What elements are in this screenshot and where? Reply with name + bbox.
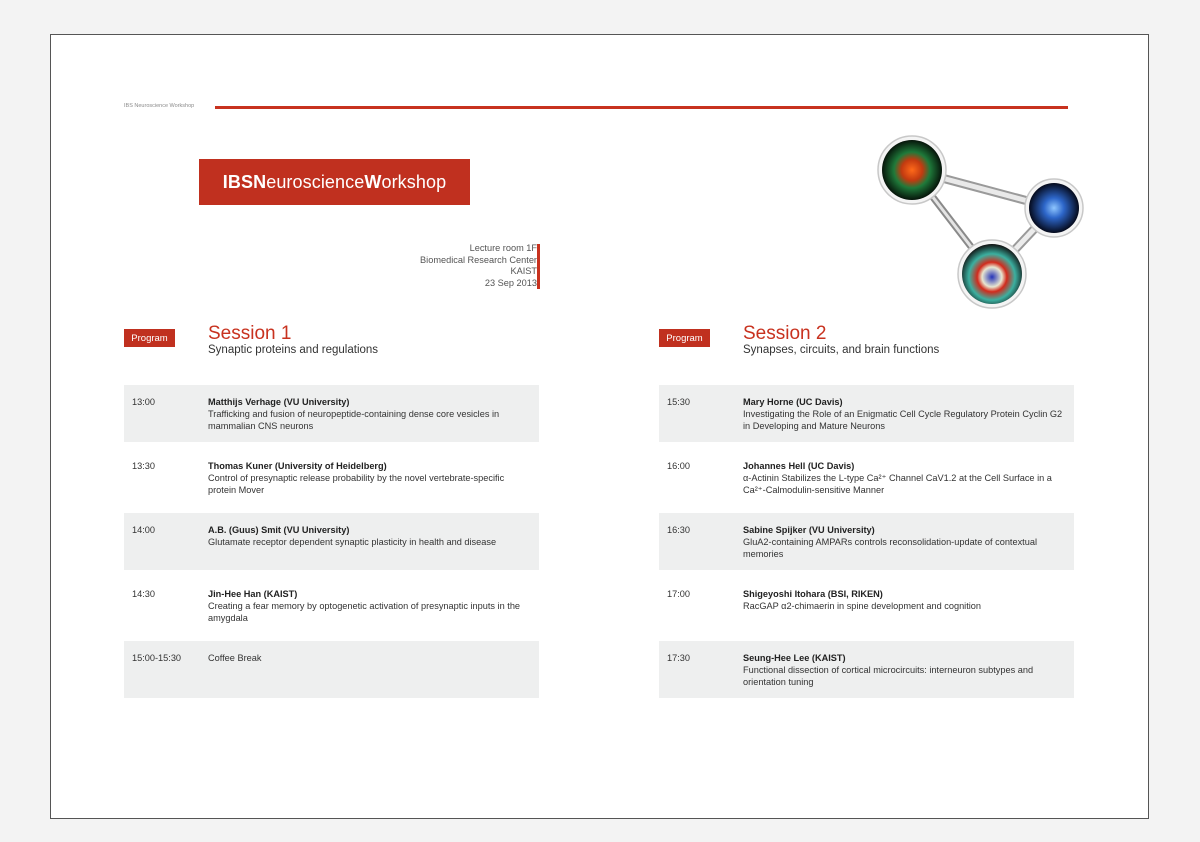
session-subtitle: Synaptic proteins and regulations	[208, 344, 379, 356]
talk-row	[659, 513, 1074, 570]
talk-row	[124, 513, 539, 570]
talk-row	[659, 577, 1074, 634]
talk-title: α-Actinin Stabilizes the L-type Ca²⁺ Channel CaV1.2 at the Cell Surface in a Ca²⁺-Calmodulin-sensitive Manner	[743, 472, 1052, 495]
running-header: IBS Neuroscience Workshop	[124, 103, 195, 109]
talk-speaker: A.B. (Guus) Smit (VU University)	[208, 525, 350, 535]
talk-speaker: Matthijs Verhage (VU University)	[208, 397, 350, 407]
talk-title: Coffee Break	[208, 653, 262, 663]
talk-title: Creating a fear memory by optogenetic activation of presynaptic inputs in the amygdala	[208, 600, 521, 623]
talk-title: Functional dissection of cortical microcircuits: interneuron subtypes and orientation tuning	[743, 664, 1034, 687]
title-part: IBS	[222, 171, 254, 192]
talk-list	[124, 385, 539, 705]
talk-speaker: Sabine Spijker (VU University)	[743, 525, 875, 535]
talk-time: 15:30	[667, 397, 690, 407]
venue-institution: KAIST	[510, 266, 537, 276]
talk-speaker: Seung-Hee Lee (KAIST)	[743, 653, 846, 663]
program-tag: Program	[124, 329, 175, 347]
session-subtitle: Synapses, circuits, and brain functions	[743, 344, 940, 356]
venue-building: Biomedical Research Center	[420, 254, 537, 265]
talk-speaker: Jin-Hee Han (KAIST)	[208, 589, 298, 599]
header-rule	[215, 106, 1068, 109]
talk-row	[659, 385, 1074, 442]
talk-title: RacGAP α2-chimaerin in spine development and cognition	[743, 600, 982, 611]
talk-title: Investigating the Role of an Enigmatic Cell Cycle Regulatory Protein Cyclin G2 in Developing and Mature Neurons	[743, 408, 1063, 431]
coffee-break-row	[124, 641, 539, 698]
talk-speaker: Johannes Hell (UC Davis)	[743, 461, 855, 471]
talk-speaker: Mary Horne (UC Davis)	[743, 397, 843, 407]
talk-time: 14:00	[132, 525, 155, 535]
session-title: Session 1	[208, 323, 292, 344]
title-part: W	[364, 171, 382, 192]
talk-time: 16:30	[667, 525, 690, 535]
talk-time: 16:00	[667, 461, 690, 471]
talk-time: 13:00	[132, 397, 155, 407]
title-part: N	[253, 171, 267, 192]
title-part: euroscience	[266, 171, 365, 192]
talk-list	[659, 385, 1074, 705]
talk-time: 13:30	[132, 461, 155, 471]
talk-speaker: Thomas Kuner (University of Heidelberg)	[208, 461, 387, 471]
talk-title: Trafficking and fusion of neuropeptide-containing dense core vesicles in mammalian CNS neurons	[208, 408, 500, 431]
workshop-title	[199, 159, 470, 205]
talk-title: Control of presynaptic release probability by the novel vertebrate-specific protein Mover	[208, 472, 505, 495]
talk-row	[124, 449, 539, 506]
neuron-network-illustration	[870, 128, 1110, 318]
talk-row	[659, 641, 1074, 698]
talk-time: 17:00	[667, 589, 690, 599]
talk-row	[124, 577, 539, 634]
venue-accent-bar	[537, 244, 540, 289]
talk-title: Glutamate receptor dependent synaptic plasticity in health and disease	[208, 536, 497, 547]
talk-row	[659, 449, 1074, 506]
venue-room: Lecture room 1F	[469, 243, 537, 253]
program-tag: Program	[659, 329, 710, 347]
talk-title: GluA2-containing AMPARs controls reconsolidation-update of contextual memories	[743, 536, 1037, 559]
title-part: orkshop	[381, 171, 447, 192]
talk-speaker: Shigeyoshi Itohara (BSI, RIKEN)	[743, 589, 883, 599]
venue-info	[420, 243, 537, 289]
session-title: Session 2	[743, 323, 827, 344]
venue-date: 23 Sep 2013	[484, 277, 537, 288]
talk-time: 17:30	[667, 653, 690, 663]
talk-time: 15:00-15:30	[132, 653, 182, 663]
talk-time: 14:30	[132, 589, 155, 599]
talk-row	[124, 385, 539, 442]
